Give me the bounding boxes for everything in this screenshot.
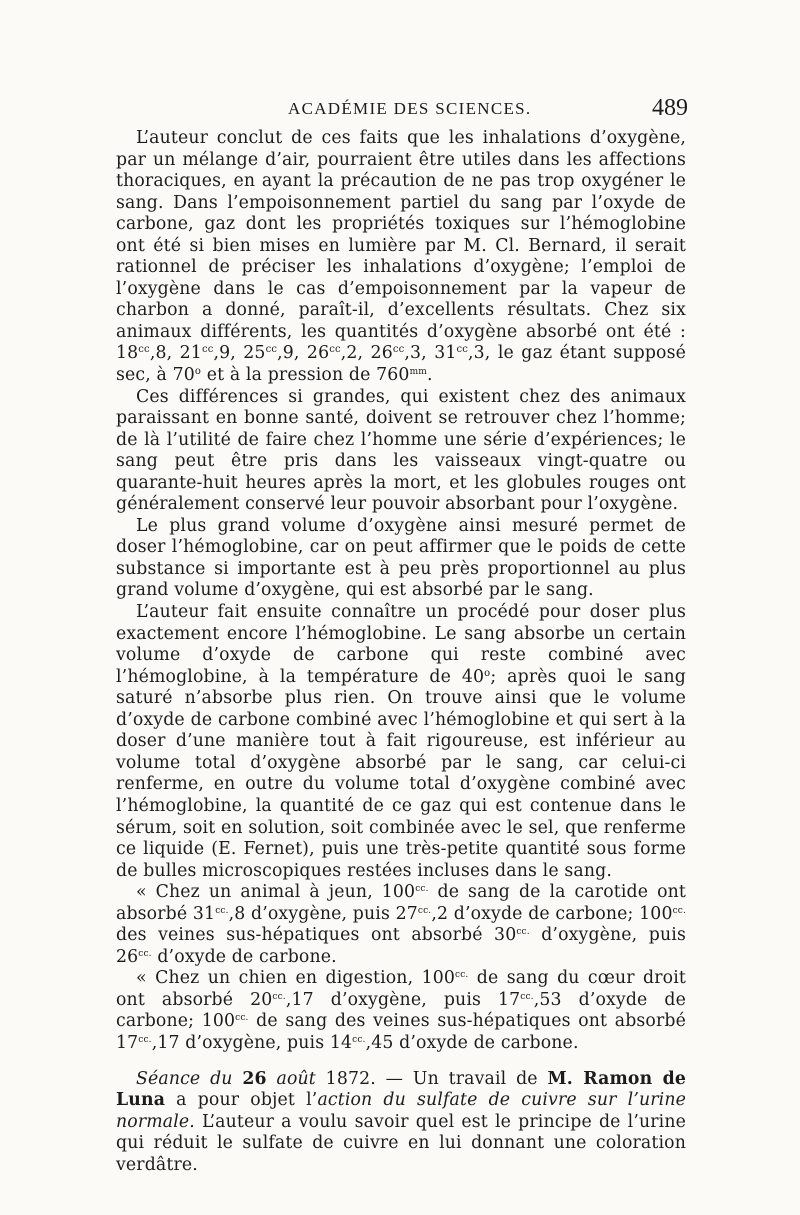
paragraph-hemoglobin-dosing: Le plus grand volume d’oxygène ainsi mesuré permet de doser l’hémoglobine, car on peut affirmer que le poids de cette substance si importante est à peu près proportionnel au plus grand volume d’oxygène, qui est absorbé par le sang. xyxy=(116,515,686,601)
page-number: 489 xyxy=(652,95,688,121)
author-name: M. Ramon de Luna xyxy=(116,1068,686,1111)
paragraph-seance-26-aout: Séance du 26 août 1872. — Un travail de M. Ramon de Luna a pour objet l’action du sulfate de cuivre sur l’urine normale. L’auteur a voulu savoir quel est le principe de l’urine qui réduit le sulfate de cuivre en lui donnant une coloration verdâtre. xyxy=(116,1068,686,1175)
quote-digesting-dog: « Chez un chien en digestion, $100^{cc.}$ de sang du cœur droit ont absorbé $20^{cc.},17$ d’oxygène, puis $17^{cc.},53$ d’oxyde de carbone; $100^{cc.}$ de sang des veines sus-hépatiques ont absorbé $17^{cc.},17$ d’oxygène, puis $14^{cc.},45$ d’oxyde de carbone. xyxy=(116,968,686,1053)
work-title: action du sulfate de cuivre sur l’urine normale. xyxy=(116,1090,686,1132)
paragraph-differences: Ces différences si grandes, qui existent chez des animaux paraissant en bonne santé, doivent se retrouver chez l’homme; de là l’utilité de faire chez l’homme une série d’expériences; le sang peut être pris dans les vaisseaux vingt-quatre ou quarante-huit heures après la mort, et les globules rouges ont généralement conservé leur pouvoir absorbant pour l’oxygène. xyxy=(116,386,686,515)
body-text xyxy=(116,128,686,1176)
page-header xyxy=(116,95,688,125)
seance-label: Séance du xyxy=(136,1068,233,1089)
seance-month: août xyxy=(276,1068,316,1089)
running-title: ACADÉMIE DES SCIENCES. xyxy=(288,99,532,118)
paragraph-conclusion: L’auteur conclut de ces faits que les inhalations d’oxygène, par un mélange d’air, pourraient être utiles dans les affections thoraciques, en ayant la précaution de ne pas trop oxygéner le sang. Dans l’empoisonnement partiel du sang par l’oxyde de carbone, gaz dont les propriétés toxiques sur l’hémoglobine ont été si bien mises en lumière par M. Cl. Bernard, il serait rationnel de préciser les inhalations d’oxygène; l’emploi de l’oxygène dans le cas d’empoisonnement par la vapeur de charbon a donné, paraît-il, d’excellents résultats. Chez six animaux différents, les quantités d’oxygène absorbé ont été : $18^{cc},8$, $21^{cc},9$, $25^{cc},9$, $26^{cc},2$, $26^{cc},3$, $31^{cc},3$, le gaz étant supposé sec, à 70$^o$ et à la pression de $760^{mm}$. xyxy=(116,128,686,386)
quote-fasting-animal: « Chez un animal à jeun, $100^{cc.}$ de sang de la carotide ont absorbé $31^{cc.},8$ d’oxygène, puis $27^{cc.},2$ d’oxyde de carbone; $100^{cc.}$ des veines sus-hépatiques ont absorbé $30^{cc.}$ d’oxygène, puis $26^{cc.}$ d’oxyde de carbone. xyxy=(116,882,687,967)
seance-year: 1872. xyxy=(325,1068,376,1089)
paragraph-carbon-monoxide-method: L’auteur fait ensuite connaître un procédé pour doser plus exactement encore l’hémoglobine. Le sang absorbe un certain volume d’oxyde de carbone qui reste combiné avec l’hémoglobine, à la température de 40$^o$; après quoi le sang saturé n’absorbe plus rien. On trouve ainsi que le volume d’oxyde de carbone combiné avec l’hémoglobine et qui sert à la doser d’une manière tout à fait rigoureuse, est inférieur au volume total d’oxygène absorbé par le sang, car celui-ci renferme, en outre du volume total d’oxygène combiné avec l’hémoglobine, la quantité de ce gaz qui est contenue dans le sérum, soit en solution, soit combinée avec le sel, que renferme ce liquide (E. Fernet), puis une très-petite quantité sous forme de bulles microscopiques restées incluses dans le sang. xyxy=(116,602,686,881)
seance-day: 26 xyxy=(242,1068,267,1089)
